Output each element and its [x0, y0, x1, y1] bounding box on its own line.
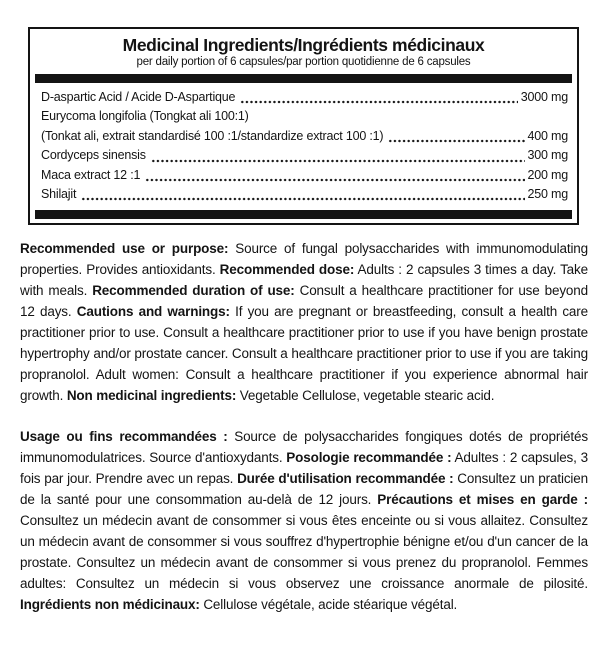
- ingredient-name: D-aspartic Acid / Acide D-Aspartique: [41, 90, 236, 104]
- ingredient-list: [34, 83, 573, 207]
- ingredient-amount: 3000 mg: [520, 90, 568, 104]
- ingredient-amount: 200 mg: [527, 167, 568, 182]
- body-text: If you are pregnant or breastfeeding, consult a health care practitioner prior to use. Consult a healthcare practitioner prior to use if you have benign prostate hypertrophy and/or prostate cancer. Consult a healthcare practitioner prior to use if you are taking propranolol. Adult women: Consult a healthcare practitioner if you experience abnormal hair growth.: [20, 304, 588, 404]
- dot-leader: [388, 137, 524, 143]
- ingredient-name: Shilajit: [41, 187, 77, 202]
- run-in-heading: Posologie recommandée :: [286, 450, 452, 466]
- ingredient-name: (Tonkat ali, extrait standardisé 100 :1/standardize extract 100 :1): [41, 128, 384, 143]
- run-in-heading: Recommended duration of use:: [92, 283, 295, 299]
- run-in-heading: Durée d'utilisation recommandée :: [237, 471, 454, 487]
- ingredient-row: [41, 185, 568, 204]
- ingredient-name: Maca extract 12 :1: [41, 167, 141, 182]
- run-in-heading: Recommended dose:: [219, 262, 355, 278]
- body-text: Vegetable Cellulose, vegetable stearic acid.: [236, 388, 495, 404]
- body-text: Cellulose végétale, acide stéarique végétal.: [199, 597, 458, 613]
- body-text: Consultez un praticien de la santé pour une consommation au-delà de 12 jours.: [20, 471, 588, 508]
- run-in-heading: Non medicinal ingredients:: [66, 388, 237, 404]
- ingredient-row: [41, 146, 568, 165]
- body-text: Source de polysaccharides fongiques dotés de propriétés immunomodulatrices. Source d'antioxydants.: [20, 429, 588, 466]
- ingredient-amount: 400 mg: [527, 128, 568, 143]
- separator-bar-top: [35, 74, 572, 83]
- ingredient-name: Eurycoma longifolia (Tongkat ali 100:1): [41, 109, 249, 124]
- medicinal-ingredients-panel: [28, 27, 579, 225]
- body-text: Adultes : 2 capsules, 3 fois par jour. Prendre avec un repas.: [20, 450, 588, 487]
- ingredient-row: [41, 88, 568, 107]
- ingredient-row: [41, 127, 568, 146]
- dot-leader: [145, 176, 524, 182]
- english-paragraph: [20, 238, 588, 406]
- ingredient-row: [41, 166, 568, 185]
- run-in-heading: Recommended use or purpose:: [20, 241, 229, 257]
- ingredient-amount: 250 mg: [527, 187, 568, 202]
- panel-title: Medicinal Ingredients/Ingrédients médicinaux: [122, 35, 485, 55]
- body-text: Source of fungal polysaccharides with immunomodulating properties. Provides antioxidants.: [20, 241, 589, 278]
- body-text: Consult a healthcare practitioner for use beyond 12 days.: [20, 283, 588, 320]
- run-in-heading: Cautions and warnings:: [76, 304, 230, 320]
- dot-leader: [81, 195, 524, 201]
- separator-bar-bottom: [35, 210, 572, 219]
- run-in-heading: Ingrédients non médicinaux:: [20, 597, 200, 613]
- ingredient-row: [41, 107, 568, 126]
- run-in-heading: Usage ou fins recommandées :: [20, 429, 228, 445]
- dot-leader: [240, 98, 517, 104]
- run-in-heading: Précautions et mises en garde :: [377, 492, 588, 508]
- ingredient-amount: 300 mg: [527, 148, 568, 163]
- ingredient-name: Cordyceps sinensis: [41, 148, 146, 163]
- french-paragraph: [20, 426, 588, 615]
- body-text: Adults : 2 capsules 3 times a day. Take with meals.: [20, 262, 588, 299]
- dot-leader: [151, 157, 525, 163]
- panel-subtitle: per daily portion of 6 capsules/par portion quotidienne de 6 capsules: [136, 56, 471, 68]
- body-text: Consultez un médecin avant de consommer si vous êtes enceinte ou si vous allaitez. Consultez un médecin avant de consommer si vous souffrez d'hypertrophie bénigne et/ou d'un cancer de la prostate. Consultez un médecin avant de consommer si vous prenez du propranolol. Femmes adultes: Consultez un médecin si vous observez une croissance anormale de pilosité.: [20, 513, 588, 592]
